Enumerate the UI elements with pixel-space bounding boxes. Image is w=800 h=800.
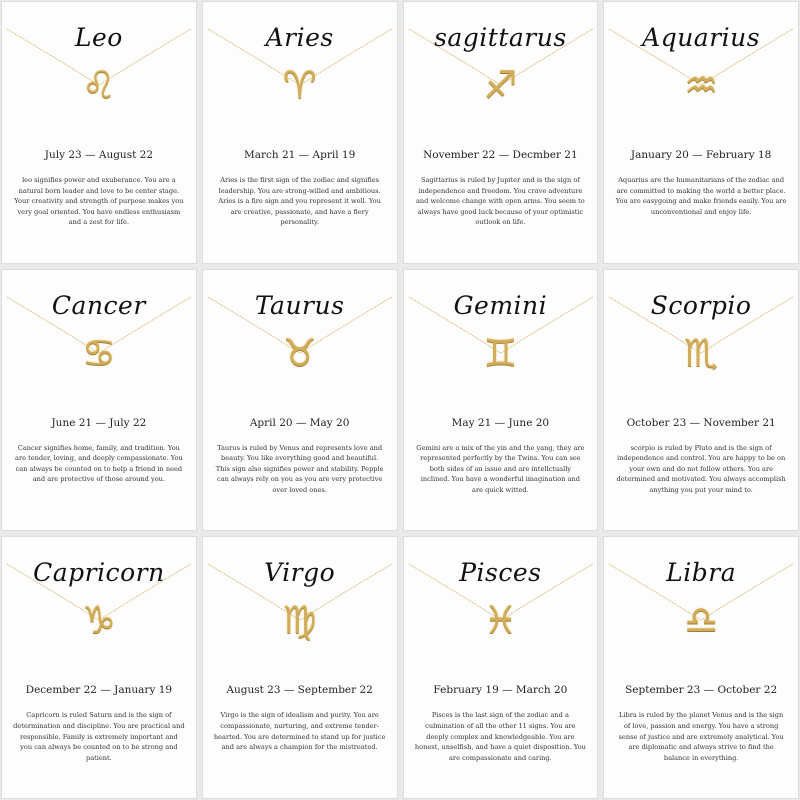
sign-name: Virgo bbox=[264, 558, 336, 588]
sign-description: scorpio is ruled by Pluto and is the sign of independence and control. You are happy to be on your own and do not follow others. You are determined and motivated. You always accomplish anything you put your mind to. bbox=[616, 443, 786, 495]
date-range: February 19 — March 20 bbox=[433, 684, 568, 697]
zodiac-pendant-icon: ♐ bbox=[483, 63, 518, 107]
date-range: October 23 — November 21 bbox=[626, 416, 776, 429]
zodiac-pendant-icon: ♓ bbox=[483, 598, 518, 643]
sign-name: Leo bbox=[74, 23, 123, 52]
date-range: June 21 — July 22 bbox=[51, 416, 147, 429]
date-range: January 20 — February 18 bbox=[630, 149, 772, 161]
zodiac-card bbox=[603, 536, 799, 799]
zodiac-card bbox=[403, 269, 599, 532]
zodiac-card bbox=[603, 269, 799, 532]
sign-name: Aquarius bbox=[642, 23, 761, 52]
sign-description: Pisces is the last sign of the zodiac and a culmination of all the other 11 signs. You are deeply complex and knowledgeable. You are honest, unselfish, and have a quiet disposition. You are compassionate and caring. bbox=[414, 711, 586, 762]
zodiac-pendant-icon: ♎ bbox=[684, 598, 719, 643]
date-range: August 23 — September 22 bbox=[226, 684, 373, 697]
sign-description: Capricorn is ruled Saturn and is the sign of determination and discipline. You are practical and responsible. Family is extremely important and you can always be counted on to be strong and patient. bbox=[13, 711, 185, 762]
sign-name: Capricorn bbox=[33, 558, 165, 588]
zodiac-card bbox=[1, 269, 197, 532]
zodiac-pendant-icon: ♒ bbox=[684, 63, 719, 107]
date-range: July 23 — August 22 bbox=[44, 149, 154, 161]
zodiac-card bbox=[1, 1, 197, 264]
date-range: November 22 — Decmber 21 bbox=[423, 149, 578, 161]
zodiac-pendant-icon: ♋ bbox=[81, 330, 116, 375]
zodiac-card bbox=[202, 1, 398, 264]
sign-name: Aries bbox=[265, 23, 334, 52]
zodiac-card bbox=[403, 536, 599, 799]
sign-name: Libra bbox=[666, 558, 737, 588]
sign-name: Scorpio bbox=[650, 290, 752, 320]
sign-description: Virgo is the sign of idealism and purity. You are compassionate, nurturing, and extreme tender-hearted. You are determined to stand up for justice and are always a champion for the mistreated. bbox=[213, 711, 386, 752]
zodiac-card bbox=[202, 269, 398, 532]
sign-name: Pisces bbox=[459, 558, 542, 588]
sign-description: Libra is ruled by the planet Venus and is the sign of love, passion and energy. You have a strong sense of justice and are extremely analytical. You are diplomatic and always strive to find the balance in everything. bbox=[618, 711, 784, 762]
zodiac-card bbox=[1, 536, 197, 799]
zodiac-pendant-icon: ♏ bbox=[684, 330, 719, 375]
sign-name: Gemini bbox=[453, 290, 548, 320]
zodiac-pendant-icon: ♍ bbox=[282, 598, 317, 643]
sign-description: Sagittarius is ruled by Jupiter and is the sign of independence and freedom. You crave adventure and welcome change with open arms. You seem to always have good luck because of your optimistic outlook on life. bbox=[416, 176, 585, 227]
sign-description: Taurus is ruled by Venus and represents love and beauty. You like everything good and beautiful. This sign also signifies power and stability. Pepple can always rely on you as you are very protective over loved ones. bbox=[215, 443, 384, 495]
sign-description: leo signifies power and exuberance. You are a natural born leader and love to be center stage. Your creativity and strength of purpose makes you very goal oriented. You have endless enthusiasm and a zest for life. bbox=[14, 176, 184, 227]
zodiac-pendant-icon: ♌ bbox=[81, 63, 116, 107]
sign-name: Cancer bbox=[51, 290, 146, 320]
date-range: September 23 — October 22 bbox=[625, 684, 778, 697]
sign-description: Cancer signifies home, family, and tradition. You are tender, loving, and deeply compassionate. You can always be counted on to help a friend in need and are protective of those around you. bbox=[15, 443, 183, 484]
zodiac-pendant-icon: ♊ bbox=[483, 330, 518, 375]
zodiac-pendant-icon: ♉ bbox=[282, 330, 317, 375]
sign-description: Gemini are a mix of the yin and the yang, they are represented perfectly by the Twins. You can see both sides of an issue and are intellctually inclined. You have a wonderful imagination and are quick witted. bbox=[416, 443, 585, 495]
zodiac-card bbox=[403, 1, 599, 264]
date-range: March 21 — April 19 bbox=[243, 149, 356, 161]
zodiac-pendant-icon: ♑ bbox=[81, 598, 116, 643]
sign-description: Aries is the first sign of the zodiac and signifies leadership. You are strong-willed and ambitious. Aries is a fire sign and you represent it well. You are creative, passionate, and have a fiery personality. bbox=[218, 176, 381, 227]
zodiac-card bbox=[202, 536, 398, 799]
date-range: April 20 — May 20 bbox=[249, 416, 350, 429]
date-range: December 22 — January 19 bbox=[25, 684, 173, 697]
sign-name: Taurus bbox=[254, 290, 345, 320]
zodiac-card bbox=[603, 1, 799, 264]
sign-description: Aquarius are the humanitarians of the zodiac and are committed to making the world a better place. You are easygoing and make friends easily. You are unconventional and enjoy life. bbox=[615, 176, 787, 216]
sign-name: sagittarus bbox=[434, 23, 567, 52]
zodiac-pendant-icon: ♈ bbox=[282, 63, 317, 107]
date-range: May 21 — June 20 bbox=[451, 416, 550, 429]
